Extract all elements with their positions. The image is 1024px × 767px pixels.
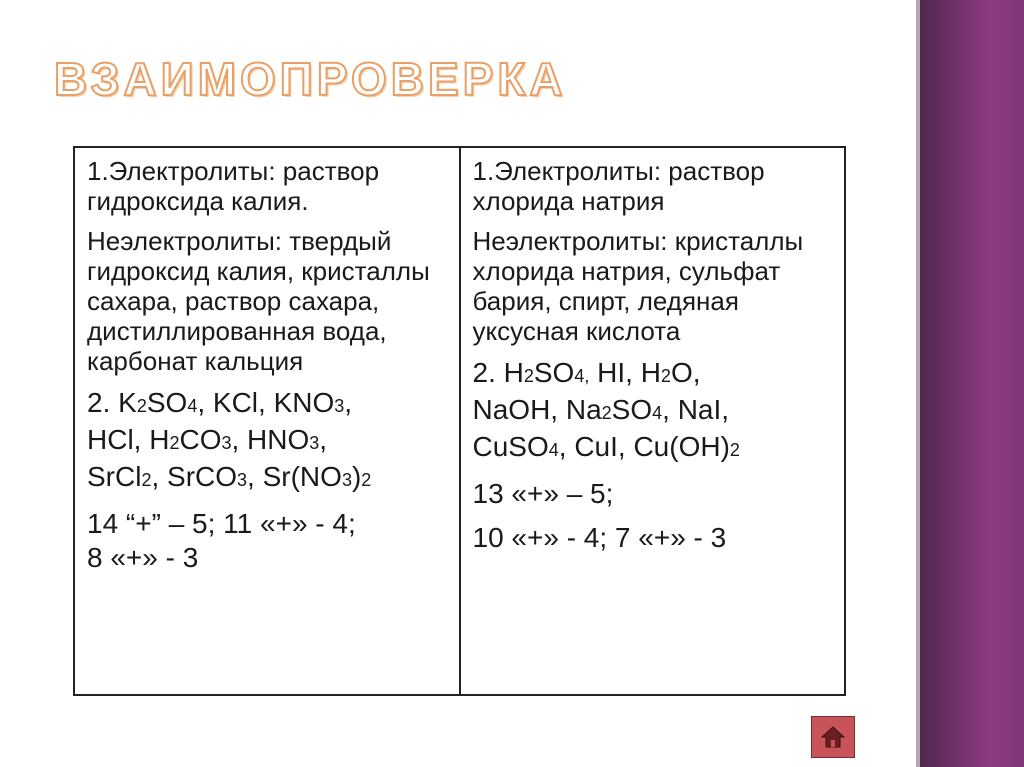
comparison-table [73, 146, 846, 696]
home-button[interactable] [811, 716, 855, 758]
right-scoring-1: 13 «+» – 5; [472, 478, 614, 509]
left-cell [74, 147, 460, 695]
right-cell [460, 147, 846, 695]
slide-title: ВЗАИМОПРОВЕРКА [54, 53, 567, 105]
left-formulas: 2. K2SO4, KCl, KNO3, HCl, H2CO3, HNO3, SrCl2, SrCO3, Sr(NO3)2 [87, 387, 372, 492]
left-nonelectrolytes: Неэлектролиты: твердый гидроксид калия, кристаллы сахара, раствор сахара, дистиллированная вода, карбонат кальция [87, 226, 430, 376]
home-icon [820, 725, 846, 749]
left-electrolytes: 1.Электролиты: раствор гидроксида калия. [87, 156, 380, 216]
table-row [74, 147, 845, 695]
right-nonelectrolytes: Неэлектролиты: кристаллы хлорида натрия, сульфат бария, спирт, ледяная уксусная кислота [472, 226, 804, 346]
side-band [916, 0, 1024, 767]
right-formulas: 2. H2SO4, HI, H2O, NaOH, Na2SO4, NaI, CuSO4, CuI, Cu(OH)2 [472, 357, 740, 462]
right-electrolytes: 1.Электролиты: раствор хлорида натрия [472, 156, 765, 216]
right-scoring-2: 10 «+» - 4; 7 «+» - 3 [472, 522, 727, 553]
left-scoring: 14 “+” – 5; 11 «+» - 4; 8 «+» - 3 [87, 508, 356, 573]
